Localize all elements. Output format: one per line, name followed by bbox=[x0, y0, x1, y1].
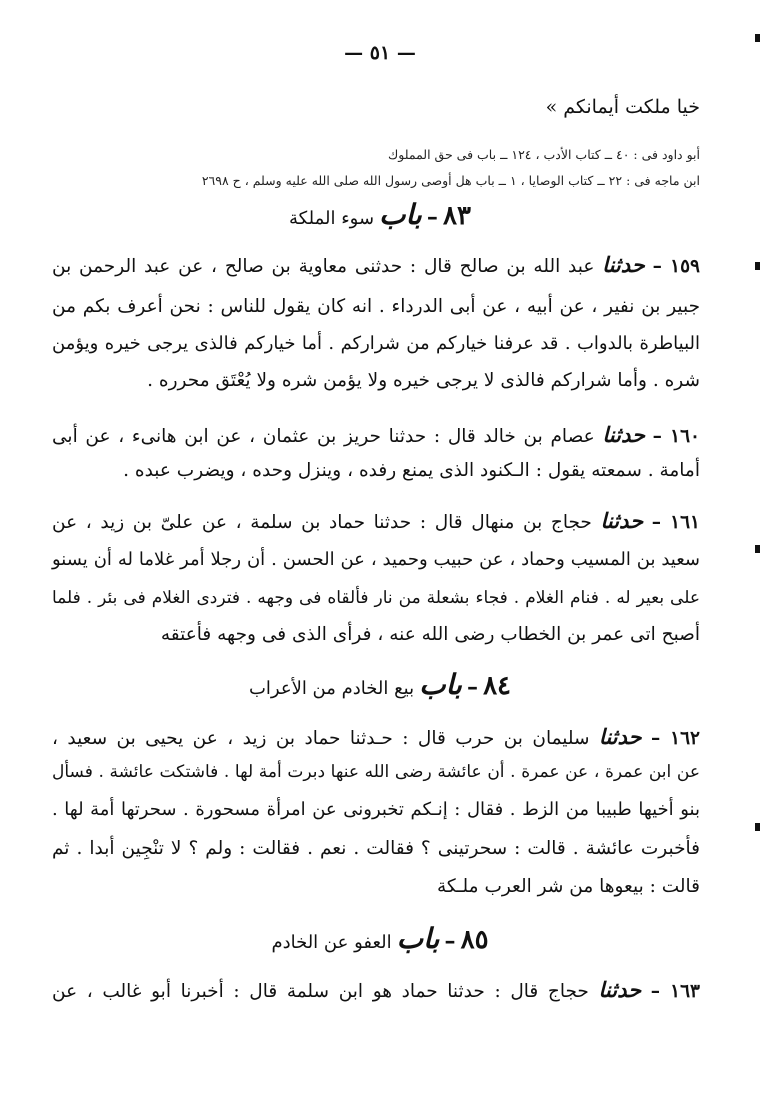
scan-edge-mark bbox=[755, 262, 760, 270]
chapter-name: سوء الملكة bbox=[289, 208, 375, 229]
chapter-name: العفو عن الخادم bbox=[271, 932, 392, 953]
hadith-text: حجاج بن منهال قال : حدثنا حماد بن سلمة ، عن علىّ بن زيد ، عن bbox=[52, 512, 592, 533]
hadith-162-line-1 bbox=[52, 724, 700, 749]
chapter-heading-84 bbox=[0, 668, 760, 701]
hadith-text: سليمان بن حرب قال : حـدثنا حماد بن زيد ، عن يحيى بن سعيد ، bbox=[52, 728, 590, 749]
scan-edge-mark bbox=[755, 34, 760, 42]
hadith-number: ١٦٢ – bbox=[650, 728, 700, 749]
chapter-word: باب bbox=[419, 668, 462, 701]
footnote-abu-dawud: أبو داود فى : ٤٠ ــ كتاب الأدب ، ١٢٤ ــ باب فى حق المملوك bbox=[387, 147, 700, 162]
hadith-text: حجاج قال : حدثنا حماد هو ابن سلمة قال : أخبرنا أبو غالب ، عن bbox=[52, 981, 589, 1002]
chapter-dash: – bbox=[426, 204, 438, 230]
hadith-159-line-2: جبير بن نفير ، عن أبيه ، عن أبى الدرداء . انه كان يقول للناس : نحن أعرف بكم من bbox=[52, 296, 700, 317]
chapter-dash: – bbox=[444, 928, 456, 954]
chapter-number: ٨٤ bbox=[483, 671, 512, 701]
hadith-number: ١٥٩ – bbox=[652, 256, 700, 277]
hadith-159-line-1 bbox=[52, 252, 700, 277]
hadith-160-line-1 bbox=[52, 422, 700, 447]
hadith-162-line-5: قالت : بيعوها من شر العرب ملـكة bbox=[436, 876, 700, 897]
haddathana-word: حدثنا bbox=[598, 724, 642, 749]
scan-edge-mark bbox=[755, 545, 760, 553]
hadith-161-line-1 bbox=[52, 508, 700, 533]
hadith-161-line-3: على بعير له . فنام الغلام . فجاء بشعلة من نار فألقاه فى وجهه . فتردى الغلام فى بئر . فلما bbox=[52, 588, 700, 608]
hadith-162-line-4: فأخبرت عائشة . قالت : سحرتينى ؟ فقالت . نعم . فقالت : ولم ؟ لا تنْجِين أبدا . ثم bbox=[52, 838, 700, 859]
haddathana-word: حدثنا bbox=[598, 977, 642, 1002]
haddathana-word: حدثنا bbox=[602, 422, 645, 447]
footnote-ibn-majah: ابن ماجه فى : ٢٢ ــ كتاب الوصايا ، ١ ــ باب هل أوصى رسول الله صلى الله عليه وسلم ، ح ٢٦٩٨ bbox=[201, 173, 700, 188]
chapter-heading-83 bbox=[0, 198, 760, 231]
hadith-162-line-2: عن ابن عمرة ، عن عمرة . أن عائشة رضى الله عنها دبرت أمة لها . فاشتكت عائشة . فسأل bbox=[52, 762, 700, 782]
hadith-159-line-4: شره . وأما شراركم فالذى لا يرجى خيره ولا يؤمن شره ولا يُعْتَق محرره . bbox=[147, 370, 700, 391]
chapter-number: ٨٥ bbox=[460, 925, 489, 955]
hadith-160-line-2: أمامة . سمعته يقول : الـكنود الذى يمنع رفده ، وينزل وحده ، ويضرب عبده . bbox=[123, 460, 700, 481]
scan-edge-mark bbox=[755, 823, 760, 831]
hadith-number: ١٦١ – bbox=[651, 512, 700, 533]
page-number: — ٥١ — bbox=[344, 42, 416, 64]
hadith-159-line-3: البياطرة بالدواب . قد عرفنا خياركم من شراركم . أما خياركم فالذى يرجى خيره ويؤمن bbox=[52, 333, 700, 354]
hadith-text: عبد الله بن صالح قال : حدثنى معاوية بن صالح ، عن عبد الرحمن بن bbox=[52, 256, 595, 277]
hadith-text: عصام بن خالد قال : حدثنا حريز بن عثمان ، عن ابن هانىء ، عن أبى bbox=[52, 426, 595, 447]
hadith-163-line-1 bbox=[52, 977, 700, 1002]
chapter-word: باب bbox=[396, 922, 440, 955]
haddathana-word: حدثنا bbox=[602, 252, 645, 277]
haddathana-word: حدثنا bbox=[600, 508, 644, 533]
hadith-number: ١٦٣ – bbox=[650, 981, 700, 1002]
hadith-161-line-2: سعيد بن المسيب وحماد ، عن حبيب وحميد ، عن الحسن . أن رجلا أمر غلاما له أن يسنو bbox=[52, 549, 700, 570]
hadith-162-line-3: بنو أخيها طبيبا من الزط . فقال : إنـكم تخبرونى عن امرأة مسحورة . سحرتها أمة لها . bbox=[52, 799, 700, 820]
hadith-161-line-4: أصبح اتى عمر بن الخطاب رضى الله عنه ، فرأى الذى فى وجهه فأعتقه bbox=[160, 624, 700, 645]
opening-quote: خيا ملكت أيمانكم » bbox=[545, 96, 700, 118]
hadith-number: ١٦٠ – bbox=[652, 426, 700, 447]
chapter-dash: – bbox=[467, 674, 478, 700]
chapter-word: باب bbox=[379, 198, 422, 231]
chapter-number: ٨٣ bbox=[443, 201, 471, 231]
chapter-heading-85 bbox=[0, 922, 760, 955]
chapter-name: بيع الخادم من الأعراب bbox=[248, 678, 415, 699]
